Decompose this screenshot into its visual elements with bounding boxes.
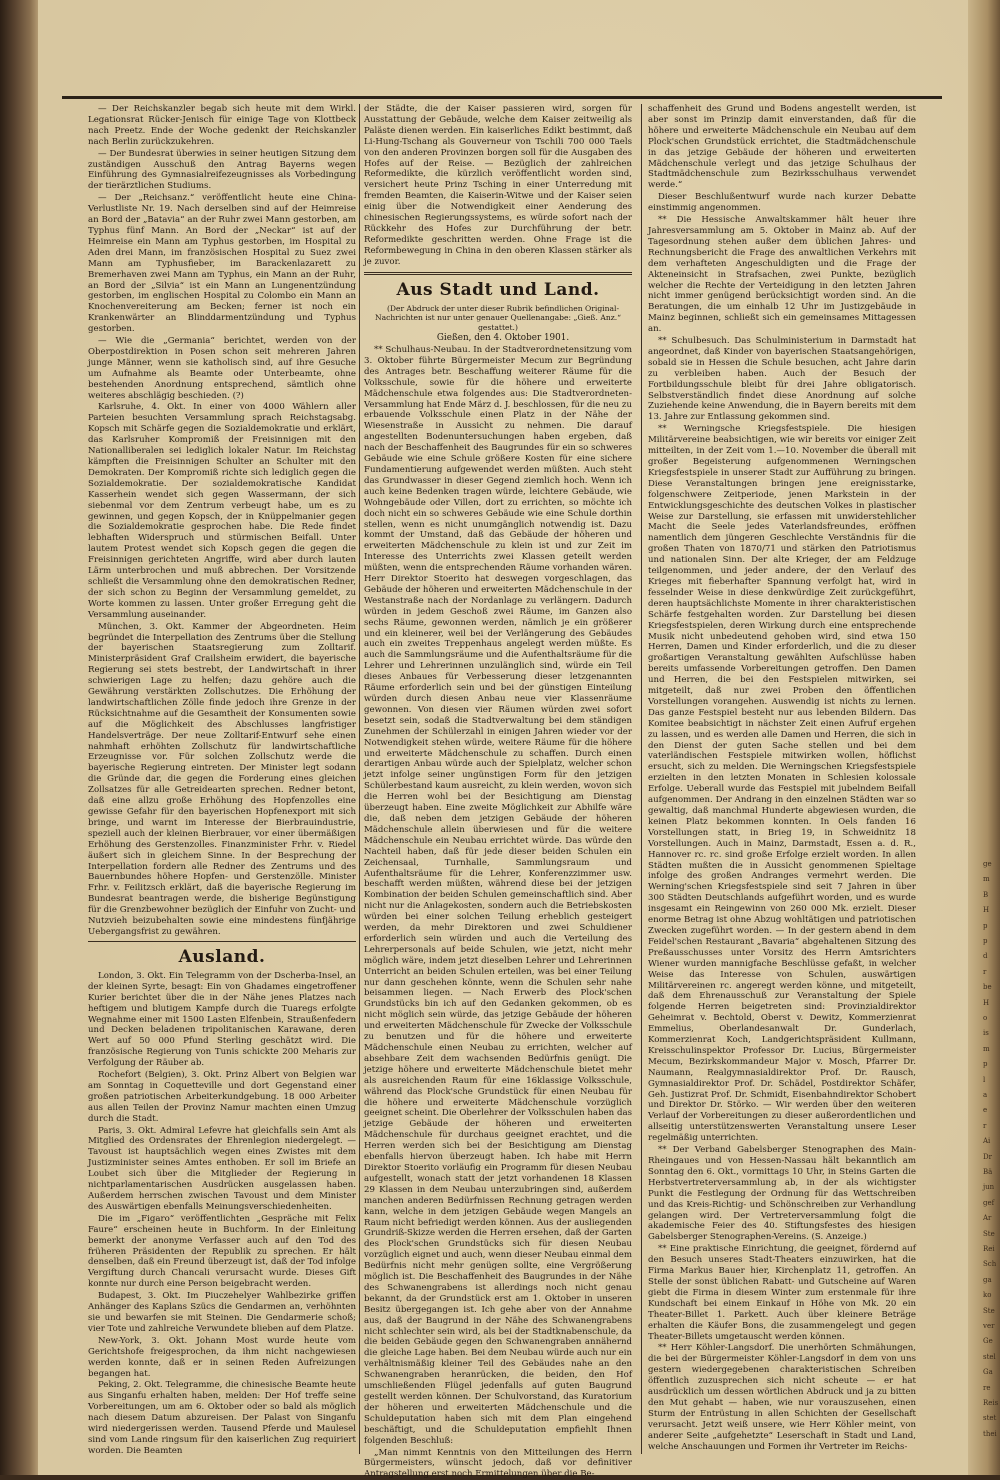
- foreign-news-paragraph: New-York, 3. Okt. Johann Most wurde heute vom Gerichtshofe freigesprochen, da ihm nicht nachgewiesen werden konnte, daß er in seinen Reden Aufreizungen begangen hat.: [88, 1335, 356, 1379]
- article-paragraph: — Der Bundesrat überwies in seiner heutigen Sitzung dem zuständigen Ausschuß den Antrag Bayerns wegen Einführung des Gymnasialreifezeugnisses als Vorbedingung der tierärztlichen Studiums.: [88, 148, 356, 192]
- article-paragraph: Karlsruhe, 4. Okt. In einer von 4000 Wählern aller Parteien besuchten Versammlung sprach Reichstagsabg. Kopsch mit Schärfe gegen die Sozialdemokratie und erklärt, das Karlsruher Kompromiß der Freisinnigen mit den Nationalliberalen sei lediglich lokaler Natur. Im Reichstag kämpften die Freisinnigen Schulter an Schulter mit den Demokraten. Der Kompromiß richte sich lediglich gegen die Sozialdemokratie. Der sozialdemokratische Kandidat Kasserhein wendet sich gegen Wassermann, der sich siebenmal vor dem Zentrum verbeugt habe, um es zu gewinnen, und gegen Kopsch, der in Knüppelmanier gegen die Sozialdemokratie gesprochen habe. Die Rede findet lebhaften Widerspruch und stürmischen Beifall. Unter lautem Protest wendet sich Kopsch gegen die gegen die Freisinnigen gerichteten Angriffe, wird aber durch lauten Lärm unterbrochen und muß abbrechen. Der Vorsitzende schließt die Versammlung ohne den demokratischen Redner, der sich schon zu Beginn der Versammlung gemeldet, zu Worte kommen zu lassen. Unter großer Erregung geht die Versammlung auseinander.: [88, 402, 356, 620]
- column-3: [648, 104, 916, 1454]
- margin-fragment: stet: [983, 1414, 997, 1423]
- foreign-news-paragraph: Rochefort (Belgien), 3. Okt. Prinz Albert von Belgien war am Sonntag in Coquetteville und dort Gegenstand einer großen patriotischen Arbeiterkundgebung. 18 000 Arbeiter aus allen Teilen der Provinz Namur machten einen Umzug durch die Stadt.: [88, 1070, 356, 1124]
- margin-fragment: ge: [983, 860, 992, 868]
- next-page-margin-fragments: [983, 860, 997, 1455]
- article-paragraph: — Der „Reichsanz.“ veröffentlicht heute eine China-Verlustliste Nr. 19. Nach derselben sind auf der Heimreise an Bord der „Batavia“ an der Ruhr zwei Mann gestorben, am Typhus fünf Mann. An Bord der „Neckar“ ist auf der Heimreise ein Mann am Typhus gestorben, im Hospital zu Aden drei Mann, im französischen Hospital zu Suez zwei Mann am Typhusfieber, im Barackenlazarett zu Bremerhaven zwei Mann am Typhus, ein Mann an der Ruhr, an Bord der „Silvia“ ist ein Mann an Lungenentzündung gestorben, im englischen Hospital zu Colombo ein Mann an Knochenvereiterung am Becken; ferner ist noch ein Krankenwärter an Blinddarmentzündung und Typhus gestorben.: [88, 193, 356, 335]
- margin-fragment: r: [983, 967, 987, 976]
- margin-fragment: ko: [983, 1291, 992, 1300]
- margin-fragment: m: [983, 1044, 990, 1053]
- article-paragraph: ** Schulhaus-Neubau. In der Stadtverordnetensitzung vom 3. Oktober führte Bürgermeister Mecum zur Begründung des Antrages betr. Beschaffung weiterer Räume für die Volksschule, sowie für die höhere und erweiterte Mädchenschule etwa folgendes aus: Die Stadtverordneten-Versammlung hat Ende März d. J. beschlossen, für die neu zu erbauende Volksschule einen Platz in der Nähe der Wiesenstraße in Aussicht zu nehmen. Die darauf angestellten Bodenuntersuchungen haben ergeben, daß nach der Beschaffenheit des Baugrundes für ein so schweres Gebäude wie eine Schule größere Kosten für eine sichere Fundamentierung aufgewendet werden müßten. Auch steht das Grundwasser in dieser Gegend ziemlich hoch. Wenn ich auch keine Bedenken tragen würde, leichtere Gebäude, wie Wohngebäude oder Villen, dort zu errichten, so möchte ich doch nicht ein so schweres Gebäude wie eine Schule dorthin stellen, wenn es nicht unumgänglich notwendig ist. Dazu kommt der Umstand, daß das Gebäude der höheren und erweiterten Mädchenschule zu klein ist und zur Zeit im Interesse des Unterrichts zwei Klassen geteilt werden müßten, wenn die entsprechenden Räume vorhanden wären. Herr Direktor Stoerito hat deswegen vorgeschlagen, das Gebäude der höheren und erweiterten Mädchenschule in der Westanstraße nach der Nordanlage zu verlängern. Dadurch würden in jedem Geschoß zwei Räume, im Ganzen also sechs Räume, gewonnen werden, nämlich je ein größerer und ein kleinerer, weil bei der Verlängerung des Gebäudes auch ein zweites Treppenhaus angelegt werden müßte. Es auch die Sammlungsräume und die Aufenthaltsräume für die Lehrer und Lehrerinnen unzulänglich sind, würde ein Teil dieses Anbaues für Verbesserung dieser letzgenannten Räume erforderlich sein und bei der günstigen Einteilung würden durch diesen Anbau neue vier Klassenräume gewonnen. Von diesen vier Räumen würden zwei sofort besetzt sein, sodaß die Stadtverwaltung bei dem ständigen Zunehmen der Schülerzahl in einigen Jahren wieder vor der Notwendigkeit stehen würde, weitere Räume für die höhere und erweiterte Mädchenschule zu schaffen. Durch einen derartigen Anbau würde auch der Spielplatz, welcher schon jetzt infolge seiner ungünstigen Form für den jetzigen Schülerbestand kaum ausreicht, zu klein werden, wovon sich die Herren wohl bei der Besichtigung am Dienstag überzeugt haben. Eine zweite Möglichkeit zur Abhilfe wäre die, daß neben dem jetzigen Gebäude der höheren Mädchenschule allein überwiesen und für die weitere Mädchenschule ein Neubau errichtet würde. Das würde den Nachteil haben, daß für jede dieser beiden Schulen ein Zeichensaal, Turnhalle, Sammlungsraum und Aufenthaltsräume für die Lehrer, Konferenzzimmer usw. beschafft werden müßten, während diese bei der jetzigen Kombination der beiden Schulen gemeinschaftlich sind. Aber nicht nur die Anlagekosten, sondern auch die Betriebskosten würden bei einer solchen Teilung erheblich gesteigert werden, da mehr Direktoren und zwei Schuldiener erforderlich sein würden und auch die Verteilung des Lehrerpersonals auf beide Schulen, wie jetzt, nicht mehr möglich wäre, indem jetzt dieselben Lehrer und Lehrerinnen Unterricht an beiden Schulen erteilen, was bei einer Teilung nur dann geschehen könnte, wenn die Schulen sehr nahe beisammen liegen. — Nach Erwerb des Plock'schen Grundstücks bin ich auf den Gedanken gekommen, ob es nicht möglich sein würde, das jetzige Gebäude der höheren und erweiterten Mädchenschule für Zwecke der Volksschule zu benutzen und für die höhere und erweiterte Mädchenschule einen Neubau zu errichten, welcher auf absehbare Zeit dem wachsenden Bedürfnis genügt. Die jetzige höhere und erweiterte Mädchenschule bietet mehr als ausreichenden Raum für eine 16klassige Volksschule, während das Plock'sche Grundstück für einen Neubau für die höhere und erweiterte Mädchenschule vorzüglich geeignet scheint. Die Oberlehrer der Volksschulen haben das jetzige Gebäude der höheren und erweiterten Mädchenschule für durchaus geeignet erachtet, und die Herren werden sich bei der Besichtigung am Dienstag ebenfalls hiervon überzeugt haben. Ich habe mit Herrn Direktor Stoerito vorläufig ein Programm für diesen Neubau aufgestellt, wonach statt der jetzt vorhandenen 18 Klassen 29 Klassen in dem Neubau unterzubringen sind, außerdem manchen anderen Bedürfnissen Rechnung getragen werden kann, welche in dem jetzigen Gebäude wegen Mangels an Raum nicht befriedigt werden können. Aus der ausliegenden Grundriß-Skizze werden die Herren ersehen, daß der Garten des Plock'schen Grundstücks sich für diesen Neubau vorzüglich eignet und auch, wenn dieser Neubau einmal dem Bedürfnis nicht mehr genügen sollte, eine Vergrößerung möglich ist. Die Beschaffenheit des Baugrundes in der Nähe des Schwanengrabens ist allerdings noch nicht genau bekannt, da der Grundstück erst am 1. Oktober in unseren Besitz übergegangen ist. Ich gehe aber von der Annahme aus, daß der Baugrund in der Nähe des Schwanengrabens nicht schlechter sein wird, als bei der Stadtknabenschule, da die beiden Gebäude gegen den Schwanengraben annähernd die gleiche Lage haben. Bei dem Neubau würde auch nur ein verhältnismäßig kleiner Teil des Gebäudes nahe an den Schwanengraben heranrücken, die beiden, den Hof umschließenden Flügel jedenfalls auf guten Baugrund gestellt werden können. Der Schulvorstand, das Kuratorium der höheren und erweiterten Mädchenschule und die Schuldeputation haben sich mit dem Plan eingehend beschäftigt, und die Schuldeputation empfiehlt Ihnen folgenden Beschluß:: [364, 345, 632, 1446]
- margin-fragment: stel: [983, 1352, 996, 1361]
- margin-fragment: r: [983, 1121, 987, 1130]
- margin-fragment: H: [983, 998, 990, 1007]
- margin-fragment: p: [983, 921, 988, 930]
- foreign-news-paragraph: Budapest, 3. Okt. Im Piuczehelyer Wahlbezirke griffen Anhänger des Kaplans Szücs die Gendarmen an, verhöhnten sie und bewarfen sie mit Steinen. Die Gendarmerie schoß; vier Tote und zahlreiche Verwundete blieben auf dem Platze.: [88, 1291, 356, 1334]
- article-paragraph: ** Die Hessische Anwaltskammer hält heuer ihre Jahresversammlung am 5. Oktober in Mainz ab. Auf der Tagesordnung stehen außer dem üblichen Jahres- und Rechnungsbericht die Frage des anwaltlichen Verkehrs mit dem verhafteten Angeschuldigten und die Frage der Akteneinsicht in Strafsachen, zwei Punkte, bezüglich welcher die Rechte der Verteidigung in den letzten Jahren nicht immer genügend berücksichtigt worden sind. An die Beratungen, die um einhalb 12 Uhr im Justizgebäude in Mainz beginnen, schließt sich ein gemeinsames Mittagessen an.: [648, 215, 916, 335]
- article-paragraph: ** Schulbesuch. Das Schulministerium in Darmstadt hat angeordnet, daß Kinder von bayerischen Staatsangehörigen, sobald sie in Hessen die Schule besuchen, acht Jahre darin zu verbleiben haben. Auch der Besuch der Fortbildungsschule bleibt für drei Jahre obligatorisch. Selbstverständlich findet diese Anordnung auf solche Zuziehende keine Anwendung, die in Bayern bereits mit dem 13. Jahre zur Entlassung gekommen sind.: [648, 336, 916, 423]
- article-paragraph: ** Der Verband Gabelsberger Stenographen des Main-Rheingaues und von Hessen-Nassau hält bekanntlich am Sonntag den 6. Okt., vormittags 10 Uhr, in Steins Garten die Herbstvertreterversammlung ab, in der als wichtigster Punkt die Festlegung der Ordnung für das Wettschreiben und das Kreis-Richtig- und Schönschreiben zur Verhandlung gelangen wird. Der Vertreterversammlung folgt die akademische Feier des 40. Stiftungsfestes des hiesigen Gabelsberger Stenographen-Vereins. (S. Anzeige.): [648, 1145, 916, 1243]
- margin-fragment: p: [983, 937, 988, 945]
- margin-fragment: H: [983, 906, 990, 915]
- margin-fragment: jun: [983, 1183, 995, 1192]
- column-rule-1: [359, 104, 360, 1454]
- margin-fragment: Ai: [983, 1137, 991, 1146]
- margin-fragment: d: [983, 952, 988, 961]
- article-continuation: schaffenheit des Grund und Bodens angestellt werden, ist aber sonst im Prinzip damit einverstanden, daß für die höhere und erweiterte Mädchenschule ein Neubau auf dem Plock'schen Grundstück errichtet, die Stadtmädchenschule in das jetzige Gebäude der höheren und erweiterten Mädchenschule verlegt und das jetzige Schulhaus der Stadtmädchenschule zum Bezirksschulhaus verwendet werde.“: [648, 104, 916, 191]
- article-paragraph: — Der Reichskanzler begab sich heute mit dem Wirkl. Legationsrat Rücker-Jenisch für einige Tage von Klottbeck nach Preetz. Ende der Woche gedenkt der Reichskanzler nach Berlin zurückzukehren.: [88, 104, 356, 147]
- article-paragraph: — Wie die „Germania“ berichtet, werden von der Oberpostdirektion in Posen schon seit mehreren Jahren junge Männer, wenn sie katholisch sind, auf ihre Gesuche um Aufnahme als Beamte oder Unterbeamte, ohne bestehenden Anordnung entsprechend, sämtlich ohne weiteres abschlägig beschieden. (?): [88, 336, 356, 401]
- foreign-news-paragraph: Die im „Figaro“ veröffentlichten „Gespräche mit Felix Faure“ erscheinen heute in Buchform. In der Einleitung bemerkt der anonyme Verfasser auch auf den Tod des früheren Präsidenten der Republik zu sprechen. Er hält denselben, daß ein Freund überzeugt ist, daß der Tod infolge Vergiftung durch Chancali verursacht wurde. Dieses Gift konnte nur durch eine Person beigebracht werden.: [88, 1213, 356, 1290]
- margin-fragment: Ar: [983, 1214, 992, 1223]
- article-paragraph: „Man nimmt Kenntnis von den Mitteilungen des Herrn Bürgermeisters, wünscht jedoch, daß vor definitiver Antragstellung erst noch Ermittelungen über die Be-: [364, 1447, 632, 1480]
- column-rule-2: [641, 104, 642, 1454]
- margin-fragment: m: [983, 875, 990, 884]
- article-paragraph: ** Werningsche Kriegsfestspiele. Die hiesigen Militärvereine beabsichtigen, wie wir bereits vor einiger Zeit mitteilten, in der Zeit vom 1.—10. November die überall mit großer Begeisterung aufgenommenen Werningschen Kriegsfestspiele in unserer Stadt zur Aufführung zu bringen. Diese Veranstaltungen bringen jene ereignisstarke, folgenschwere Zeitperiode, jenen Markstein in der Entwicklungsgeschichte des deutschen Volkes in plastischer Weise zur Darstellung, sie erfassen mit unwiderstehlicher Macht die Seele jedes Vaterlandsfreundes, eröffnen namentlich dem jüngeren Geschlechte Verständnis für die großen Thaten von 1870/71 und stärken den Patriotismus und nationalen Sinn. Der alte Krieger, der am Feldzuge teilgenommen, und jeder andere, der den Verlauf des Krieges mit fieberhafter Spannung verfolgt hat, wird in fesselnder Weise in diese denkwürdige Zeit zurückgeführt, deren hauptsächlichste Momente in ihrer charakteristischen Schärfe festgehalten worden. Zur Darstellung bei diesen Kriegsfestspielen, deren Wirkung durch eine entsprechende Musik nicht unbedeutend gehoben wird, sind etwa 150 Herren, Damen und Kinder erforderlich, und die zu dieser großartigen Veranstaltung gewählten Aufschlüsse haben bereits umfassende Vorbereitungen getroffen. Den Damen und Herren, die bei den Festspielen mitwirken, sei mitgeteilt, daß nur zwei Proben den öffentlichen Vorstellungen vorangehen. Auswendig ist nichts zu lernen. Das ganze Festspiel besteht nur aus lebenden Bildern. Das Komitee beabsichtigt in nächster Zeit einen Aufruf ergehen zu lassen, und es werden alle Damen und Herren, die sich in den Dienst der guten Sache stellen und bei dem vaterländischen Festspiele mitwirken wollen, höflichst ersucht, sich zu melden. Die Werningschen Kriegsfestspiele erzielten in den letzten Monaten in Schlesien kolossale Erfolge. Ueberall wurde das Festspiel mit jubelndem Beifall aufgenommen. Der Andrang in den einzelnen Städten war so gewaltig, daß manchmal Hunderte abgewiesen wurden, die keinen Platz bekommen konnten. In Oels fanden 16 Vorstellungen statt, in Brieg 19, in Schweidnitz 18 Vorstellungen. Auch in Mainz, Darmstadt, Essen a. d. R., Hannover rc. rc. sind große Erfolge erzielt worden. In allen Städten mußten die in Aussicht genommenen Spieltage infolge des großen Andranges vermehrt werden. Die Werning'schen Kriegsfestspiele sind seit 7 Jahren in über 300 Städten Deutschlands aufgeführt worden, und es wurde insgesamt ein Reingewinn von 260 000 Mk. erzielt. Dieser enorme Betrag ist ohne Abzug wohltätigen und patriotischen Zwecken zugeführt worden. — In der gestern abend in dem Feidel'schen Restaurant „Bavaria“ abgehaltenen Sitzung des Preßausschusses unter Vorsitz des Herrn Amtsrichters Wiener wurden mannigfache Beschlüsse gefaßt, in welcher Weise das Interesse von Schulen, auswärtigen Militärvereinen rc. angeregt werden könne, und mitgeteilt, daß dem Ehrenausschuß zur Veranstaltung der Spiele folgende Herren beigetreten sind: Provinzialdirektor Geheimrat v. Bechtold, Oberst v. Dewitz, Kommerzienrat Emmelius, Oberlandesanwalt Dr. Gunderlach, Kommerzienrat Koch, Landgerichtspräsident Kullmann, Kreisschulinspektor Professor Dr. Lucius, Bürgermeister Mecum, Bezirkskommandeur Major v. Mosch, Pfarrer Dr. Naumann, Realgymnasialdirektor Prof. Dr. Rausch, Gymnasialdirektor Prof. Dr. Schädel, Postdirektor Schäfer, Geh. Justizrat Prof. Dr. Schmidt, Eisenbahndirektor Schobert und Direktor Dr. Störko. — Wir werden über den weiteren Verlauf der Vorbereitungen zu dieser außerordentlichen und allseitig unterstützenswerten Veranstaltung unsere Leser regelmäßig unterrichten.: [648, 424, 916, 1144]
- margin-fragment: is: [983, 1029, 989, 1038]
- top-rule: [62, 96, 942, 99]
- margin-fragment: Dr: [983, 1152, 992, 1161]
- margin-fragment: Rei: [983, 1245, 995, 1253]
- article-continuation: der Städte, die der Kaiser passieren wird, sorgen für Ausstattung der Gebäude, welche dem Kaiser zeitweilig als Paläste dienen werden. Ein kaiserliches Edikt bestimmt, daß Li-Hung-Tschang als Gouverneur von Tschili 700 000 Taels von den anderen Provinzen borgen soll für die Ausgaben des Hofes auf der Reise. — Bezüglich der zahlreichen Reformedikte, die kürzlich veröffentlicht worden sind, versichert heute Prinz Tsching in einer Unterredung mit fremden Beamten, die Kaiserin-Witwe und der Kaiser seien einig über die Notwendigkeit einer Aenderung des chinesischen Regierungssystems, es würde sofort nach der Rückkehr des Hofes zur Durchführung der betr. Reformedikte geschritten werden. Ohne Frage ist die Reformbewegung in China in den oberen Klassen stärker als je zuvor.: [364, 104, 632, 267]
- margin-fragment: B: [983, 890, 989, 899]
- margin-fragment: e: [983, 1106, 988, 1115]
- margin-fragment: Sch: [983, 1260, 997, 1269]
- article-paragraph: Dieser Beschlußentwurf wurde nach kurzer Debatte einstimmig angenommen.: [648, 192, 916, 214]
- foreign-news-paragraph: Peking, 2. Okt. Telegramme, die chinesische Beamte heute aus Singanfu erhalten haben, melden: Der Hof treffe seine Vorbereitungen, um am 6. Oktober oder so bald als möglich nach diesem Datum abzureisen. Der Palast von Singanfu wird niedergerissen werden. Tausend Pferde und Maulesel sind vom Lande ringsum für den kaiserlichen Zug requiriert worden. Die Beamten: [88, 1380, 356, 1456]
- margin-fragment: be: [983, 983, 992, 992]
- margin-fragment: Ge: [983, 1337, 993, 1346]
- margin-fragment: l: [983, 1075, 986, 1084]
- margin-fragment: ga: [983, 1275, 992, 1284]
- foreign-news-paragraph: London, 3. Okt. Ein Telegramm von der Dscherba-Insel, an der kleinen Syrte, besagt: Ein von Ghadames eingetroffener Kurier berichtet über die in der Nähe jenes Platzes nach heftigem und blutigem Kampfe durch die Tuaregs erfolgte Wegnahme einer mit 1500 Lasten Elfenbein, Straußenfedern und Decken beladenen tripolitanischen Karawane, deren Wert auf 50 000 Pfund Sterling geschätzt wird. Die französische Regierung von Tunis schickte 200 Meharis zur Verfolgung der Räuber ab.: [88, 970, 356, 1069]
- margin-fragment: o: [983, 1014, 988, 1022]
- margin-fragment: a: [983, 1091, 988, 1099]
- section-heading-stadt-und-land: Aus Stadt und Land.: [396, 279, 600, 300]
- section-divider: [364, 272, 632, 275]
- margin-fragment: ver: [983, 1322, 995, 1330]
- source-note: (Der Abdruck der unter dieser Rubrik befindlichen Original-Nachrichten ist nur unter genauer Quellenangabe: „Gieß. Anz.“ gestattet.): [374, 303, 622, 332]
- margin-fragment: Ste: [983, 1306, 995, 1315]
- article-paragraph: ** Eine praktische Einrichtung, die geeignet, fördernd auf den Besuch unseres Stadt-Theaters einzuwirken, hat die Firma Markus Bauer hier, Kirchenplatz 11, getroffen. An Stelle der sonst üblichen Rabatt- und Gutscheine auf Waren giebt die Firma in diesem Winter zum erstenmale für ihre Kundschaft bei einem Einkauf in Höhe von Mk. 20 ein Theater-Billet 1. Parkett. Auch über kleinere Beträge erhalten die Käufer Bons, die zusammengelegt und gegen Theater-Billets umgetauscht werden können.: [648, 1244, 916, 1342]
- dateline: Gießen, den 4. Oktober 1901.: [436, 333, 570, 344]
- margin-fragment: p: [983, 1060, 988, 1069]
- margin-fragment: Ste: [983, 1229, 995, 1238]
- margin-fragment: Ga: [983, 1368, 993, 1377]
- book-binding: [0, 0, 38, 1475]
- column-1: [88, 104, 356, 1454]
- section-divider: [88, 941, 356, 942]
- section-heading-ausland: Ausland.: [178, 946, 266, 967]
- margin-fragment: re: [983, 1383, 991, 1392]
- article-paragraph: München, 3. Okt. Kammer der Abgeordneten. Heim begründet die Interpellation des Zentrums über die Stellung der bayerischen Staatsregierung zum Zolltarif. Ministerpräsident Graf Crailsheim erwidert, die bayerische Regierung sei stets bestrebt, der Landwirtschaft in ihrer schwierigen Lage zu helfen; dazu gehöre auch die Gewährung verstärkten Zollschutzes. Die Erhöhung der landwirtschaftlichen Zölle finde jedoch ihre Grenze in der Rücksichtnahme auf die Gesamtheit der Konsumenten sowie auf die Möglichkeit des Abschlusses langfristiger Handelsverträge. Der neue Zolltarif-Entwurf sehe einen nahmhaft erhöhten Zollschutz für landwirtschaftliche Erzeugnisse vor. Für solchen Zollschutz werde die bayerische Regierung eintreten. Der Minister legt sodann die Gründe dar, die gegen die Forderung eines gleichen Zollsatzes für alle Getreidearten sprechen. Redner betont, daß eine allzu große Erhöhung des Hopfenzolles eine gewisse Gefahr für den bayerischen Hopfenexport mit sich bringe, und warnt im Interesse der Bierbrauindustrie, speziell auch der kleinen Bierbrauer, vor einer übermäßigen Erhöhung des Gerstenzolles. Finanzminister Frhr. v. Riedel äußert sich in gleichem Sinne. In der Besprechung der Interpellation fordern alle Redner des Zentrums und des Bauernbundes höhere Hopfen- und Gerstenzölle. Minister Frhr. v. Feilitzsch erklärt, daß die bayerische Regierung im Bundesrat beantragen werde, die bisherige Begünstigung für die Grenzbewohner bezüglich der Einfuhr von Zucht- und Nutzvieh beizubehalten sowie eine mindestens fünfjährige Uebergangsfrist zu gewähren.: [88, 621, 356, 937]
- margin-fragment: Reis: [983, 1399, 999, 1407]
- margin-fragment: gef: [983, 1198, 995, 1207]
- column-2: [364, 104, 632, 1480]
- margin-fragment: Bä: [983, 1168, 993, 1176]
- foreign-news-paragraph: Paris, 3. Okt. Admiral Lefevre hat gleichfalls sein Amt als Mitglied des Ordensrates der Ehrenlegion niedergelegt. — Tavoust ist hauptsächlich wegen eines Zwistes mit dem Justizminister seines Amtes enthoben. Er soll im Briefe an Loubet sich über die Mitglieder der Regierung in nichtparlamentarischen Ausdrücken ausgelassen haben. Außerdem herrschen zwischen Tavoust und dem Minister des Auswärtigen ebenfalls Meinungsverschiedenheiten.: [88, 1125, 356, 1212]
- article-paragraph: ** Herr Köhler-Langsdorf. Die unerhörten Schmähungen, die bei der Bürgermeister Köhler-Langsdorf in dem von uns gestern wiedergegebenen charakteristischen Schreiben öffentlich zuzusprechen sich nicht scheute — er hat ausdrücklich um dessen wörtlichen Abdruck und ja zu bitten den Mut gehabt — haben, wie nur vorauszusehen, einen Sturm der Entrüstung in allen Schichten der Gesellschaft verursacht. Jetzt weiß unsere, wie Herr Köhler meint, von anderer Seite „aufgehetzte“ Leserschaft in Stadt und Land, welche Anschauungen und Formen ihr Vertreter im Reichs-: [648, 1343, 916, 1452]
- margin-fragment: thei: [983, 1429, 997, 1438]
